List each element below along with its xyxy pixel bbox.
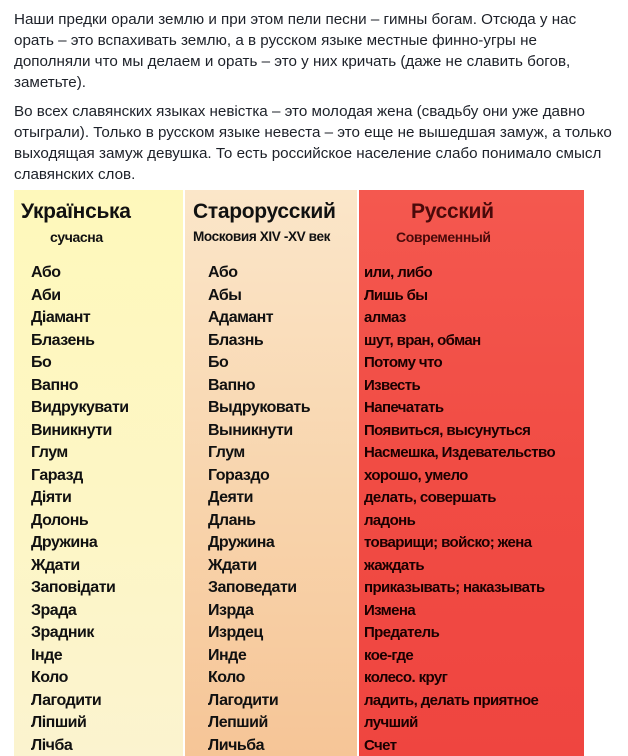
table-cell: Длань — [208, 511, 256, 529]
column-russian-words — [364, 262, 555, 756]
table-cell: Бо — [208, 354, 229, 371]
table-cell: делать, совершать — [364, 489, 496, 506]
column-old-russian-words — [208, 262, 310, 756]
column-old-russian-title: Старорусский — [193, 200, 336, 223]
column-old-russian-subtitle: Московия XIV -XV век — [193, 229, 331, 244]
table-cell: колесо. круг — [364, 669, 448, 686]
table-cell: Лагодити — [208, 691, 279, 709]
table-cell: ладонь — [364, 511, 416, 529]
table-cell: Инде — [208, 646, 247, 664]
table-cell: Заповедати — [208, 579, 297, 596]
table-cell: или, либо — [364, 264, 433, 281]
table-cell: Долонь — [31, 511, 89, 529]
table-cell: Измена — [364, 601, 416, 619]
table-cell: Інде — [31, 646, 63, 664]
table-cell: Лепший — [208, 714, 268, 731]
table-cell: Коло — [31, 669, 68, 686]
table-cell: Або — [31, 264, 61, 281]
table-cell: Деяти — [208, 489, 253, 506]
table-cell: Ждати — [208, 556, 257, 574]
table-cell: Ждати — [31, 556, 80, 574]
table-cell: Дружина — [208, 534, 275, 551]
table-cell: Гаразд — [31, 466, 83, 484]
table-cell: Известь — [364, 376, 421, 394]
table-cell: Насмешка, Издевательство — [364, 444, 556, 461]
table-cell: Личьба — [208, 736, 264, 754]
table-cell: Лічба — [31, 736, 73, 754]
table-cell: Абы — [208, 286, 242, 304]
table-cell: Счет — [364, 736, 397, 754]
table-cell: ладить, делать приятное — [364, 691, 539, 709]
table-cell: товарищи; войско; жена — [364, 534, 532, 551]
table-cell: Діамант — [31, 309, 91, 326]
column-old-russian — [184, 190, 358, 756]
table-cell: Лишь бы — [364, 286, 428, 304]
table-cell: Заповідати — [31, 579, 116, 596]
column-ukrainian-title: Українська — [21, 200, 131, 223]
table-cell: кое-где — [364, 646, 414, 664]
table-cell: Або — [208, 264, 238, 281]
table-cell: Изрдец — [208, 624, 263, 641]
column-ukrainian — [14, 190, 184, 756]
table-cell: Ліпший — [31, 714, 87, 731]
column-russian-title: Русский — [411, 200, 494, 223]
table-cell: Вапно — [31, 376, 79, 394]
table-cell: лучший — [364, 714, 418, 731]
table-cell: хорошо, умело — [364, 466, 468, 484]
table-cell: шут, вран, обман — [364, 331, 481, 349]
table-cell: Глум — [31, 444, 68, 461]
column-russian-subtitle: Современный — [396, 229, 491, 245]
table-cell: Зрада — [31, 601, 77, 619]
table-cell: Діяти — [31, 489, 72, 506]
table-cell: Зрадник — [31, 624, 94, 641]
table-cell: Предатель — [364, 624, 440, 641]
table-cell: приказывать; наказывать — [364, 579, 545, 596]
column-russian — [358, 190, 584, 756]
table-cell: Адамант — [208, 309, 274, 326]
table-cell: Виникнути — [31, 421, 112, 439]
table-cell: жаждать — [364, 556, 425, 574]
column-divider — [183, 190, 185, 756]
table-cell: Изрда — [208, 601, 254, 619]
table-cell: Блазнь — [208, 331, 264, 349]
table-cell: Коло — [208, 669, 245, 686]
table-cell: Вапно — [208, 376, 256, 394]
table-cell: алмаз — [364, 309, 406, 326]
post-paragraph-2: Во всех славянских языках невістка – это молодая жена (свадьбу они уже давно отыграли). Только в русском языке невеста – это еще не вышедшая замуж, а только выходящая замуж девушка. То есть российское население слабо понимало смысл славянских слов. — [14, 103, 612, 183]
table-cell: Глум — [208, 444, 245, 461]
table-cell: Выникнути — [208, 421, 293, 439]
table-cell: Появиться, высунуться — [364, 421, 531, 439]
table-cell: Выдруковать — [208, 399, 311, 416]
table-cell: Дружина — [31, 534, 98, 551]
word-comparison-table — [14, 190, 584, 756]
table-cell: Потому что — [364, 354, 443, 371]
column-ukrainian-words — [31, 262, 129, 756]
table-cell: Лагодити — [31, 691, 102, 709]
column-divider — [357, 190, 359, 756]
table-cell: Блазень — [31, 331, 95, 349]
table-cell: Видрукувати — [31, 399, 129, 416]
table-cell: Аби — [31, 286, 61, 304]
column-ukrainian-subtitle: сучасна — [50, 229, 103, 245]
table-cell: Гораздо — [208, 466, 270, 484]
table-cell: Напечатать — [364, 399, 444, 416]
table-cell: Бо — [31, 354, 52, 371]
post-paragraph-1: Наши предки орали землю и при этом пели песни – гимны богам. Отсюда у нас орать – это вспахивать землю, а в русском языке местные финно-угры не дополняли что мы делаем и орать – это у них кричать (даже не славить богов, заметьте). — [14, 11, 577, 91]
